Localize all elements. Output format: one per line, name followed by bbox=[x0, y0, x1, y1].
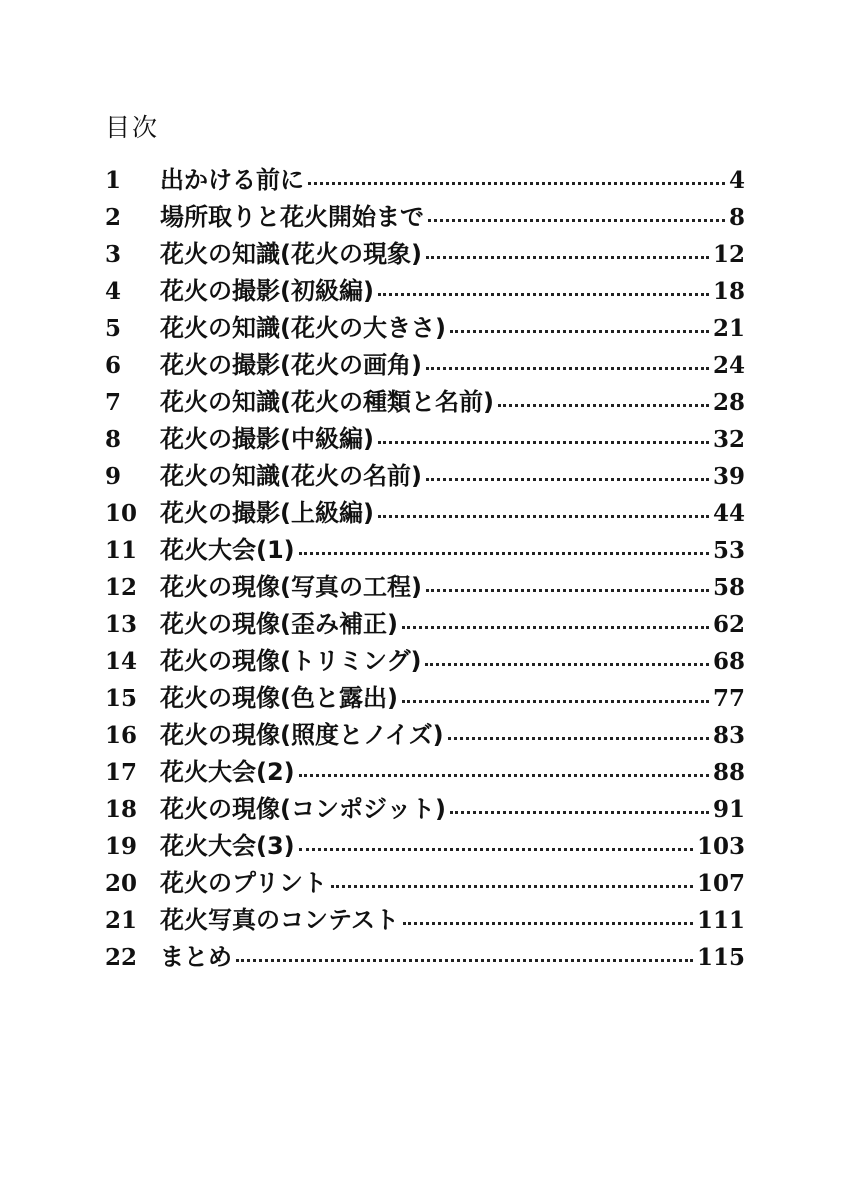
dot-leader bbox=[425, 663, 709, 666]
toc-entry[interactable] bbox=[105, 458, 745, 495]
dot-leader bbox=[450, 811, 709, 814]
dot-leader bbox=[378, 293, 709, 296]
toc-entry-title: 花火の現像(トリミング) bbox=[160, 647, 422, 675]
toc-entry-number: 8 bbox=[105, 426, 122, 453]
toc-entry-title: 花火の撮影(花火の画角) bbox=[160, 351, 422, 379]
toc-entry-page-number: 28 bbox=[712, 389, 745, 416]
toc-entry-page-number: 103 bbox=[696, 833, 745, 860]
dot-leader bbox=[236, 959, 693, 962]
toc-entry-page-number: 58 bbox=[712, 574, 745, 601]
toc-entry-title: 花火のプリント bbox=[160, 869, 328, 897]
toc-entry-number: 10 bbox=[105, 500, 138, 527]
toc-entry-page-number: 39 bbox=[712, 463, 745, 490]
toc-entry-title: 花火の現像(歪み補正) bbox=[160, 610, 398, 638]
dot-leader bbox=[426, 256, 709, 259]
toc-entry-number: 22 bbox=[105, 944, 138, 971]
toc-entry-page-number: 83 bbox=[712, 722, 745, 749]
toc-entry-title: 花火の知識(花火の種類と名前) bbox=[160, 388, 494, 416]
toc-entry-title: 花火の現像(照度とノイズ) bbox=[160, 721, 444, 749]
toc-entry[interactable] bbox=[105, 717, 745, 754]
toc-entry-number: 5 bbox=[105, 315, 122, 342]
toc-entry-page-number: 88 bbox=[712, 759, 745, 786]
toc-entry-title: 花火の知識(花火の現象) bbox=[160, 240, 422, 268]
dot-leader bbox=[402, 700, 709, 703]
dot-leader bbox=[403, 922, 693, 925]
toc-entry-page-number: 111 bbox=[696, 907, 745, 934]
toc-entry-page-number: 18 bbox=[712, 278, 745, 305]
toc-entry-page-number: 53 bbox=[712, 537, 745, 564]
dot-leader bbox=[426, 478, 709, 481]
toc-entry-title: 花火の現像(写真の工程) bbox=[160, 573, 422, 601]
toc-entry-page-number: 8 bbox=[728, 204, 745, 231]
toc-entry[interactable] bbox=[105, 199, 745, 236]
toc-entry[interactable] bbox=[105, 162, 745, 199]
toc-entry-page-number: 115 bbox=[696, 944, 745, 971]
toc-entry[interactable] bbox=[105, 310, 745, 347]
toc-entry-page-number: 4 bbox=[728, 167, 745, 194]
dot-leader bbox=[498, 404, 709, 407]
toc-entry-title: 花火大会(2) bbox=[160, 758, 295, 786]
toc-entry[interactable] bbox=[105, 643, 745, 680]
toc-entry-page-number: 77 bbox=[712, 685, 745, 712]
toc-entry[interactable] bbox=[105, 754, 745, 791]
dot-leader bbox=[299, 848, 693, 851]
toc-entry-title: 花火大会(1) bbox=[160, 536, 295, 564]
toc-entry-number: 15 bbox=[105, 685, 138, 712]
toc-entry-title: 花火の撮影(上級編) bbox=[160, 499, 374, 527]
toc-entry[interactable] bbox=[105, 791, 745, 828]
toc-entry-number: 4 bbox=[105, 278, 122, 305]
toc-entry-page-number: 24 bbox=[712, 352, 745, 379]
dot-leader bbox=[426, 367, 709, 370]
toc-entry[interactable] bbox=[105, 236, 745, 273]
toc-entry[interactable] bbox=[105, 495, 745, 532]
toc-entry-title: 花火の撮影(中級編) bbox=[160, 425, 374, 453]
toc-entry-title: 花火の撮影(初級編) bbox=[160, 277, 374, 305]
toc-entry[interactable] bbox=[105, 680, 745, 717]
dot-leader bbox=[448, 737, 709, 740]
toc-entry[interactable] bbox=[105, 902, 745, 939]
toc-entry-title: 花火の知識(花火の大きさ) bbox=[160, 314, 446, 342]
toc-entry-title: 花火大会(3) bbox=[160, 832, 295, 860]
dot-leader bbox=[450, 330, 709, 333]
toc-entry-number: 21 bbox=[105, 907, 138, 934]
toc-entry[interactable] bbox=[105, 273, 745, 310]
toc-entry-number: 19 bbox=[105, 833, 138, 860]
table-of-contents bbox=[105, 162, 745, 976]
toc-entry-number: 13 bbox=[105, 611, 138, 638]
toc-entry-number: 1 bbox=[105, 167, 122, 194]
toc-entry-page-number: 12 bbox=[712, 241, 745, 268]
toc-entry-number: 2 bbox=[105, 204, 122, 231]
dot-leader bbox=[331, 885, 693, 888]
toc-entry[interactable] bbox=[105, 569, 745, 606]
toc-entry-page-number: 62 bbox=[712, 611, 745, 638]
toc-entry-number: 17 bbox=[105, 759, 138, 786]
toc-entry-title: まとめ bbox=[160, 943, 232, 971]
dot-leader bbox=[308, 182, 725, 185]
dot-leader bbox=[402, 626, 709, 629]
toc-entry[interactable] bbox=[105, 865, 745, 902]
toc-entry-title: 花火の知識(花火の名前) bbox=[160, 462, 422, 490]
toc-entry-title: 場所取りと花火開始まで bbox=[160, 203, 424, 231]
toc-entry-number: 11 bbox=[105, 537, 138, 564]
toc-entry-number: 18 bbox=[105, 796, 138, 823]
toc-entry-page-number: 91 bbox=[712, 796, 745, 823]
toc-entry-page-number: 68 bbox=[712, 648, 745, 675]
toc-entry-number: 3 bbox=[105, 241, 122, 268]
dot-leader bbox=[378, 441, 709, 444]
toc-entry-page-number: 21 bbox=[712, 315, 745, 342]
toc-entry[interactable] bbox=[105, 606, 745, 643]
toc-entry-title: 花火写真のコンテスト bbox=[160, 906, 400, 934]
toc-entry[interactable] bbox=[105, 347, 745, 384]
dot-leader bbox=[378, 515, 709, 518]
toc-entry-number: 12 bbox=[105, 574, 138, 601]
dot-leader bbox=[428, 219, 725, 222]
toc-entry-title: 花火の現像(色と露出) bbox=[160, 684, 398, 712]
toc-entry[interactable] bbox=[105, 384, 745, 421]
toc-entry-number: 16 bbox=[105, 722, 138, 749]
toc-entry-number: 20 bbox=[105, 870, 138, 897]
toc-entry-page-number: 107 bbox=[696, 870, 745, 897]
toc-entry-number: 6 bbox=[105, 352, 122, 379]
toc-entry[interactable] bbox=[105, 421, 745, 458]
toc-entry-number: 14 bbox=[105, 648, 138, 675]
dot-leader bbox=[426, 589, 709, 592]
toc-entry-number: 7 bbox=[105, 389, 122, 416]
toc-entry-title: 花火の現像(コンポジット) bbox=[160, 795, 446, 823]
toc-entry-number: 9 bbox=[105, 463, 122, 490]
toc-entry-page-number: 44 bbox=[712, 500, 745, 527]
page-title: 目次 bbox=[105, 113, 160, 142]
toc-entry[interactable] bbox=[105, 828, 745, 865]
toc-entry-title: 出かける前に bbox=[160, 166, 304, 194]
toc-entry-page-number: 32 bbox=[712, 426, 745, 453]
toc-entry[interactable] bbox=[105, 939, 745, 976]
toc-entry[interactable] bbox=[105, 532, 745, 569]
dot-leader bbox=[299, 774, 709, 777]
dot-leader bbox=[299, 552, 709, 555]
